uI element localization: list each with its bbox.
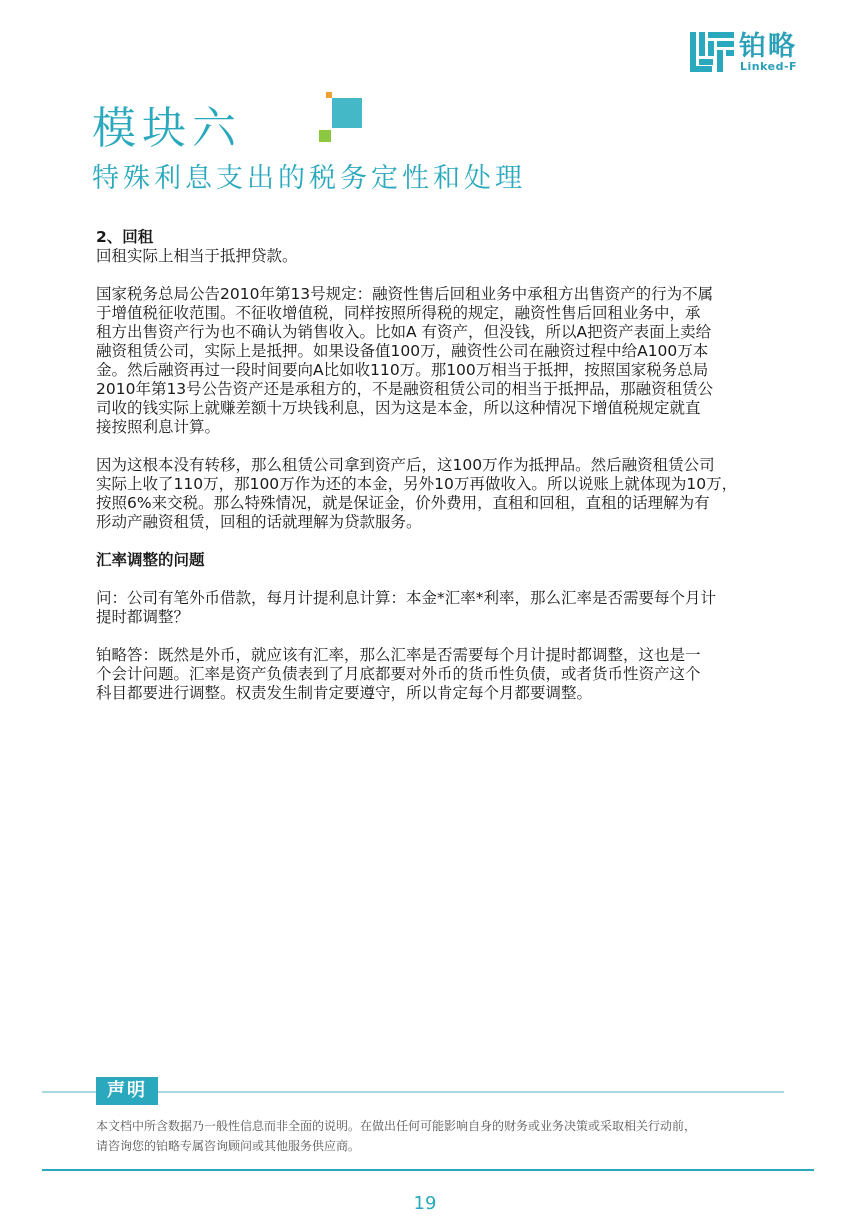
brand-logo (690, 32, 815, 74)
declaration-line: 本文档中所含数据乃一般性信息而非全面的说明。在做出任何可能影响自身的财务或业务决策或采取相关行动前， (96, 1119, 697, 1133)
question (96, 589, 796, 627)
declaration-label: 声明 (96, 1077, 158, 1105)
question-line: 问：公司有笔外币借款，每月计提利息计算：本金*汇率*利率，那么汇率是否需要每个月计 (96, 589, 717, 607)
paragraph-line: 于增值税征收范围。不征收增值税，同样按照所得税的规定，融资性售后回租业务中，承 (96, 304, 701, 322)
section-heading: 2、回租 (96, 228, 154, 246)
deco-square-green (319, 130, 331, 142)
page-number: 19 (413, 1193, 437, 1214)
paragraph-line: 国家税务总局公告2010年第13号规定：融资性售后回租业务中承租方出售资产的行为不属 (96, 285, 714, 303)
paragraph-2 (96, 285, 796, 437)
section2-heading: 汇率调整的问题 (96, 551, 205, 569)
answer (96, 646, 796, 703)
paragraph-1: 回租实际上相当于抵押贷款。 (96, 247, 298, 265)
logo-mark-icon (690, 32, 734, 72)
declaration-line: 请咨询您的铂略专属咨询顾问或其他服务供应商。 (96, 1139, 361, 1153)
deco-square-teal (332, 98, 362, 128)
paragraph-line: 融资租赁公司，实际上是抵押。如果设备值100万，融资性公司在融资过程中给A100万本 (96, 342, 709, 360)
paragraph-line: 实际上收了110万，那100万作为还的本金，另外10万再做收入。所以说账上就体现为10万， (96, 475, 738, 493)
main-content (96, 228, 796, 703)
paragraph-line: 按照6%来交税。那么特殊情况，就是保证金，价外费用，直租和回租，直租的话理解为有 (96, 494, 710, 512)
answer-line: 铂略答：既然是外币，就应该有汇率，那么汇率是否需要每个月计提时都调整，这也是一 (96, 646, 701, 664)
declaration-text (96, 1116, 796, 1156)
paragraph-line: 接按照利息计算。 (96, 418, 221, 436)
paragraph-line: 司收的钱实际上就赚差额十万块钱利息，因为这是本金，所以这种情况下增值税规定就直 (96, 399, 701, 417)
question-line: 提时都调整？ (96, 608, 190, 626)
footer-divider (42, 1169, 814, 1171)
paragraph-line: 因为这根本没有转移，那么租赁公司拿到资产后，这100万作为抵押品。然后融资租赁公司 (96, 456, 715, 474)
answer-line: 科目都要进行调整。权责发生制肯定要遵守，所以肯定每个月都要调整。 (96, 684, 593, 702)
logo-name-cn: 铂略 (739, 31, 797, 62)
paragraph-line: 2010年第13号公告资产还是承租方的，不是融资租赁公司的相当于抵押品，那融资租赁公 (96, 380, 714, 398)
module-title: 模块六 (92, 103, 242, 154)
paragraph-line: 形动产融资租赁，回租的话就理解为贷款服务。 (96, 513, 422, 531)
paragraph-3 (96, 456, 796, 532)
paragraph-line: 金。然后融资再过一段时间要向A比如收110万。那100万相当于抵押，按照国家税务总局 (96, 361, 709, 379)
logo-name-en: Linked-F (740, 60, 798, 73)
module-subtitle: 特殊利息支出的税务定性和处理 (92, 163, 526, 194)
answer-line: 个会计问题。汇率是资产负债表到了月底都要对外币的货币性负债，或者货币性资产这个 (96, 665, 701, 683)
paragraph-line: 租方出售资产行为也不确认为销售收入。比如A 有资产，但没钱，所以A把资产表面上卖给 (96, 323, 712, 341)
